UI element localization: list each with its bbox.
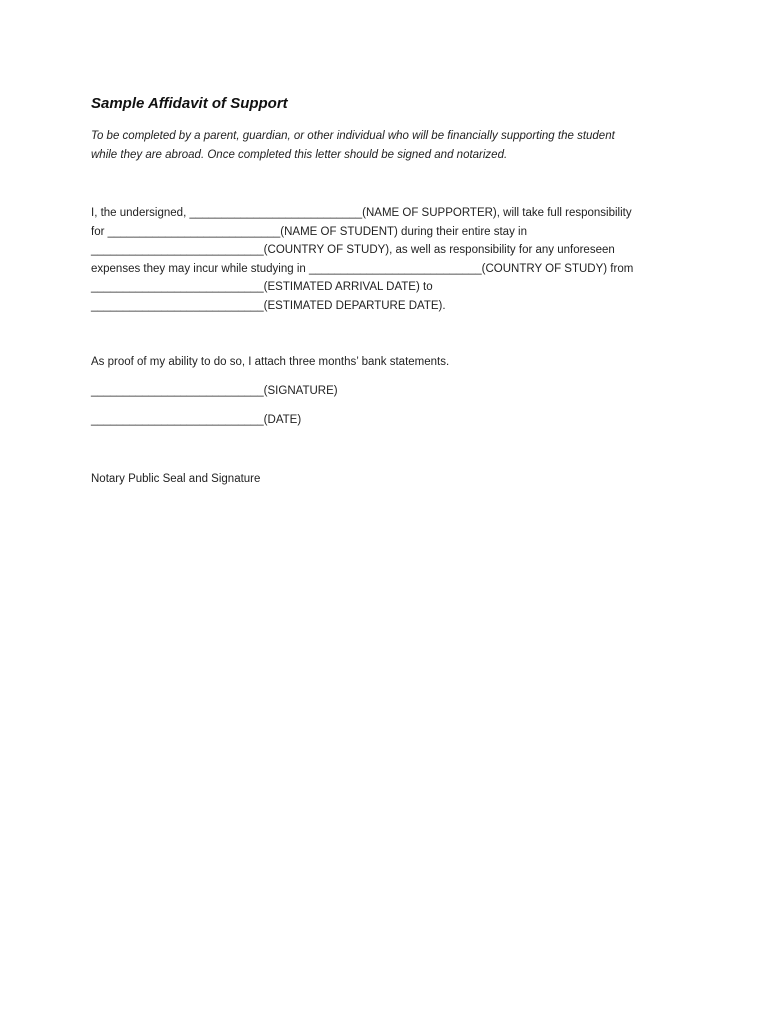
notary-seal-label: Notary Public Seal and Signature <box>91 473 261 485</box>
statement-line: expenses they may incur while studying in ___________________________(COUNTRY OF STUDY) from <box>91 262 634 275</box>
statement-line: I, the undersigned, ___________________________(NAME OF SUPPORTER), will take full responsibility <box>91 207 632 219</box>
intro-line: while they are abroad. Once completed this letter should be signed and notarized. <box>91 149 508 161</box>
statement-line: ___________________________(ESTIMATED DEPARTURE DATE). <box>91 299 446 312</box>
affidavit-statement <box>91 204 691 316</box>
statement-line: for ___________________________(NAME OF STUDENT) during their entire stay in <box>91 225 527 238</box>
statement-line: ___________________________(COUNTRY OF STUDY), as well as responsibility for any unforeseen <box>91 244 615 257</box>
intro-instructions <box>91 127 691 165</box>
signature-line: ___________________________(SIGNATURE) <box>91 385 338 397</box>
document-title: Sample Affidavit of Support <box>91 95 288 112</box>
statement-line: ___________________________(ESTIMATED ARRIVAL DATE) to <box>91 281 433 294</box>
proof-statement: As proof of my ability to do so, I attach three months’ bank statements. <box>91 356 450 368</box>
intro-line: To be completed by a parent, guardian, or other individual who will be financially supporting the student <box>91 130 615 142</box>
date-line: ___________________________(DATE) <box>91 414 302 426</box>
